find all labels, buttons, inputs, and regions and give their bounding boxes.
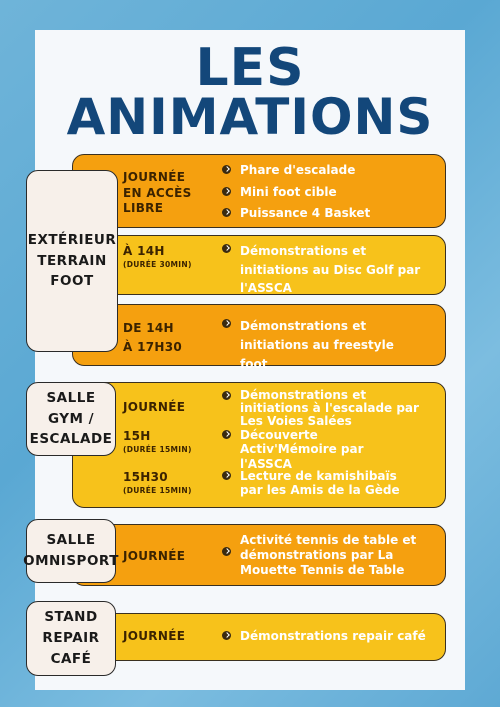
when-line: À 17H30 [123, 340, 183, 355]
duration-label: (DURÉE 15MIN) [123, 444, 192, 454]
chevron-right-icon [222, 391, 231, 400]
activity-item: Lecture de kamishibaïs par les Amis de la Gède [222, 469, 412, 498]
activity-item: Mini foot cible [222, 185, 337, 199]
category-salle-gym [26, 382, 116, 456]
when-line: LIBRE [123, 201, 164, 216]
category-line: GYM / [47, 410, 95, 427]
row-when [123, 470, 192, 495]
when-line: JOURNÉE [123, 400, 186, 414]
chevron-right-icon [222, 187, 231, 196]
activity-item: Démonstrations repair café [222, 629, 426, 643]
title-line-1: LES [195, 38, 305, 98]
chevron-right-icon [222, 471, 231, 480]
category-stand-repair-cafe [26, 601, 116, 676]
title-line-2: ANIMATIONS [66, 88, 434, 146]
category-line: TERRAIN [37, 252, 107, 269]
row-when [123, 400, 185, 416]
when-line: 15H [123, 429, 151, 443]
category-line: CAFÉ [50, 650, 92, 667]
chevron-right-icon [222, 547, 231, 556]
when-line: JOURNÉE [123, 170, 186, 184]
chevron-right-icon [222, 244, 231, 253]
row-when [123, 170, 192, 217]
activity-item: Démonstrations et initiations au freestyle foot [222, 317, 422, 375]
category-line: EXTÉRIEUR [27, 231, 117, 248]
category-line: OMNISPORT [23, 553, 119, 569]
activity-item: Découverte Activ'Mémoire par l'ASSCA [222, 428, 407, 471]
category-salle-omnisport [23, 519, 119, 583]
when-line: 15H30 [123, 470, 168, 484]
row-when [123, 319, 182, 357]
activity-item: Démonstrations et initiations à l'escalade par Les Voies Salées [222, 389, 437, 429]
activity-item: Démonstrations et initiations au Disc Golf par l'ASSCA [222, 242, 432, 298]
row-when [123, 549, 185, 565]
category-line: SALLE [46, 532, 96, 549]
when-line: JOURNÉE [123, 629, 186, 643]
row-when [123, 244, 192, 269]
chevron-right-icon [222, 430, 231, 439]
duration-label: (DURÉE 15MIN) [123, 485, 192, 495]
chevron-right-icon [222, 165, 231, 174]
category-line: ESCALADE [29, 431, 113, 448]
duration-label: (DURÉE 30MIN) [123, 259, 192, 269]
activity-item: Phare d'escalade [222, 163, 355, 177]
when-line: À 14H [123, 244, 165, 258]
activity-item: Puissance 4 Basket [222, 206, 370, 220]
category-line: SALLE [46, 389, 96, 406]
category-line: FOOT [50, 273, 94, 290]
when-line: EN ACCÈS [123, 185, 192, 200]
category-line: STAND [44, 609, 98, 626]
when-line: DE 14H [123, 321, 174, 335]
chevron-right-icon [222, 208, 231, 217]
row-when [123, 429, 192, 454]
row-when [123, 629, 185, 645]
when-line: JOURNÉE [123, 549, 186, 563]
category-line: REPAIR [42, 630, 100, 647]
category-exterieur [26, 170, 118, 352]
activity-item: Activité tennis de table et démonstrations par La Mouette Tennis de Table [222, 533, 422, 578]
chevron-right-icon [222, 319, 231, 328]
chevron-right-icon [222, 631, 231, 640]
